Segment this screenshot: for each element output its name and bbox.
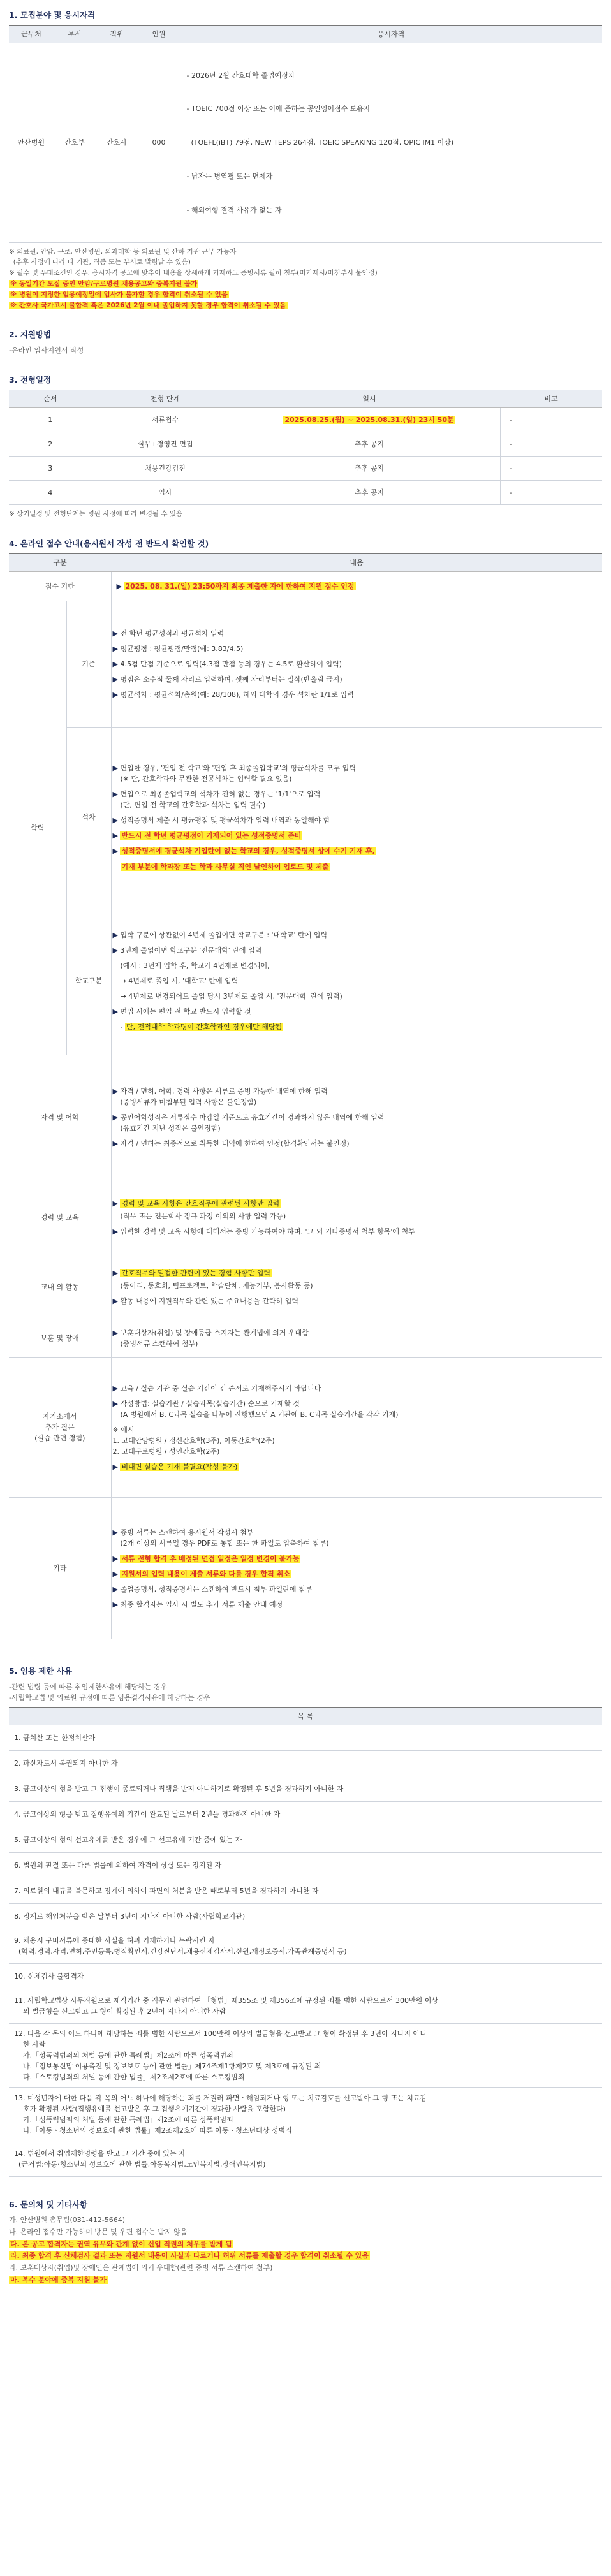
schedule-stage: 실무+경영진 면접 xyxy=(92,432,239,457)
school-item: → 4년제로 변경되어도 졸업 당시 3년제로 졸업 시, '전문대학' 란에 입력) xyxy=(120,992,342,1001)
header-list: 목 록 xyxy=(9,1707,602,1725)
etc-content xyxy=(111,1498,602,1639)
note-line: ※ 의료원, 안암, 구로, 안산병원, 의과대학 등 의료원 및 산하 기관 근무 가능자 xyxy=(9,247,237,256)
schedule-stage: 서류접수 xyxy=(92,408,239,432)
rank-item: ▶ 성적증명서 제출 시 평균평점 및 평균석차가 입력 내역과 동일해야 함 xyxy=(112,816,330,825)
career-label: 경력 및 교육 xyxy=(9,1180,111,1255)
rank-content xyxy=(111,728,602,907)
header-content: 내용 xyxy=(111,554,602,572)
warning-note: ※ 동일기간 모집 중인 안암/구로병원 채용공고와 중복지원 불가 xyxy=(10,279,198,288)
deadline-label: 접수 기한 xyxy=(9,572,111,601)
restriction-item: 5. 금고이상의 형의 선고유예를 받은 경우에 그 선고유예 기간 중에 있는 자 xyxy=(9,1827,602,1852)
school-content xyxy=(111,907,602,1055)
warning-note: ※ 병원이 지정한 임용예정일에 입사가 불가할 경우 합격이 취소될 수 있음 xyxy=(10,290,228,298)
schedule-no: 1 xyxy=(9,408,92,432)
activity-item: (동아리, 동호회, 팀프로젝트, 학술단체, 재능기부, 봉사활동 등) xyxy=(120,1282,313,1291)
rank-item: 기재 부분에 학과장 또는 학과 사무실 직인 날인하여 업로드 및 제출 xyxy=(121,862,329,871)
header-stage: 전형 단계 xyxy=(92,390,239,408)
schedule-stage: 채용건강검진 xyxy=(92,457,239,481)
etc-label: 기타 xyxy=(9,1498,111,1639)
veteran-label: 보훈 및 장애 xyxy=(9,1319,111,1358)
career-content xyxy=(111,1180,602,1255)
etc-item: ▶ 졸업증명서, 성적증명서는 스캔하여 반드시 첨부 파일란에 첨부 xyxy=(112,1584,313,1593)
restriction-item: 1. 금치산 또는 한정치산자 xyxy=(9,1725,602,1750)
section-2-title: 2. 지원방법 xyxy=(9,330,52,340)
restriction-item: 7. 의료원의 내규를 불문하고 징계에 의하여 파면의 처분을 받은 때로부터 5년을 경과하지 아니한 자 xyxy=(9,1878,602,1903)
cell-position: 간호사 xyxy=(96,43,138,242)
essay-item: ▶ 비대면 실습은 기재 불필요(작성 불가) xyxy=(112,1462,238,1471)
standard-item: ▶ 평균석차 : 평균석차/총원(예: 28/108), 해외 대학의 경우 석차란 1/1로 입력 xyxy=(112,691,354,699)
warning-note: ※ 간호사 국가고시 불합격 혹은 2026년 2월 이내 졸업하지 못할 경우 합격이 취소될 수 있음 xyxy=(10,301,286,309)
qual-line: - 해외여행 결격 사유가 없는 자 xyxy=(186,205,282,214)
header-qualifications: 응시자격 xyxy=(180,26,602,43)
section-5-title: 5. 임용 제한 사유 xyxy=(9,1666,72,1676)
restriction-item: 9. 채용시 구비서류에 중대한 사실을 허위 기재하거나 누락시킨 자 (학력,경력,자격,면허,주민등록,병적확인서,건강진단서,채용신체검사서,신원,재정보증서,가족관계증명서 등) xyxy=(9,1929,602,1963)
restriction-item: 6. 법원의 판결 또는 다른 법률에 의하여 자격이 상실 또는 정지된 자 xyxy=(9,1852,602,1878)
career-item: ▶ 입력한 경력 및 교육 사항에 대해서는 증빙 가능하여야 하며, '그 외 기타증명서 첨부 항목'에 첨부 xyxy=(112,1227,415,1236)
deadline-text: 2025. 08. 31.(일) 23:50까지 최종 제출한 자에 한하여 지원 접수 인정 xyxy=(125,582,355,591)
rank-item: ▶ 편입한 경우, '편입 전 학교'와 '편입 후 최종졸업학교'의 평균석차를 모두 입력 (※ 단, 간호학과와 무관한 전공석차는 입력할 필요 없음) xyxy=(112,764,356,784)
restriction-item: 13. 미성년자에 대한 다음 각 목의 어느 하나에 해당하는 죄를 저질러 파면ㆍ해임되거나 형 또는 치료감호를 선고받아 그 형 또는 치료감 호가 확정된 사람(집행유예를 선고받은 후 그 집행유예기간이 경과한 사람을 포함한다) 가.「성폭력범죄의 처벌 등에 관한 특례법」제2조에 따른 성폭력범죄 나.「아동ㆍ청소년의 성보호에 관한 법률」제2조제2호에 따른 아동ㆍ청소년대상 성범죄 xyxy=(9,2087,602,2142)
note-line: ※ 필수 및 우대조건인 경우, 응시자격 공고에 맞추어 내용을 상세하게 기재하고 증빙서류 필히 첨부(미기재시/미첨부시 불인정) xyxy=(9,269,378,277)
schedule-date xyxy=(239,408,500,432)
schedule-note: - xyxy=(500,481,602,505)
schedule-no: 2 xyxy=(9,432,92,457)
deadline-highlight: 2025.08.25.(월) ~ 2025.08.31.(일) 23시 50분 xyxy=(284,416,454,425)
qual-line: (TOEFL(iBT) 79점, NEW TEPS 264점, TOEIC SPEAKING 120점, OPIC IM1 이상) xyxy=(186,138,454,147)
restriction-item: 14. 법원에서 취업제한명령을 받고 그 기간 중에 있는 자 (근거법:아동·청소년의 성보호에 관한 법률,아동복지법,노인복지법,장애인복지법) xyxy=(9,2142,602,2176)
contact-item-warning: 다. 본 공고 합격자는 권역 유무와 관계 없이 신입 직원의 처우를 받게 됨 xyxy=(10,2239,232,2248)
standard-label: 기준 xyxy=(66,601,111,728)
standard-item: ▶ 전 학년 평균성적과 평균석차 입력 xyxy=(112,629,225,638)
essay-content xyxy=(111,1358,602,1498)
restriction-sub: -사립학교법 및 의료원 규정에 따른 임용결격사유에 해당하는 경우 xyxy=(9,1693,210,1702)
header-order: 순서 xyxy=(9,390,92,408)
standard-item: ▶ 평점은 소수점 둘째 자리로 입력하며, 셋째 자리부터는 절삭(반올림 금지) xyxy=(112,675,342,684)
etc-item: ▶ 증빙 서류는 스캔하여 응시원서 작성시 첨부 (2개 이상의 서류일 경우 PDF로 통합 또는 한 파일로 압축하여 첨부) xyxy=(112,1528,329,1548)
deadline-cell: ▶ 2025. 08. 31.(일) 23:50까지 최종 제출한 자에 한하여 지원 접수 인정 xyxy=(111,572,602,601)
qual-line: - 2026년 2월 간호대학 졸업예정자 xyxy=(186,71,295,80)
academic-label: 학력 xyxy=(9,601,66,1055)
veteran-content xyxy=(111,1319,602,1358)
schedule-note: - xyxy=(500,432,602,457)
header-count: 인원 xyxy=(138,26,180,43)
section-3-title: 3. 전형일정 xyxy=(9,374,52,384)
contact-item-warning: 라. 최종 합격 후 신체검사 결과 또는 지원서 내용이 사실과 다르거나 허위 서류를 제출할 경우 합격이 취소될 수 있음 xyxy=(10,2251,369,2260)
contact-item: 라. 보훈대상자(취업)및 장애인은 관계법에 의거 우대함(관련 증빙 서류 스캔하여 첨부) xyxy=(9,2264,273,2272)
etc-item: ▶ 최종 합격자는 입사 시 별도 추가 서류 제출 안내 예정 xyxy=(112,1600,283,1609)
contact-list xyxy=(9,2214,602,2286)
school-item: (예시 : 3년제 입학 후, 학교가 4년제로 변경되어, xyxy=(120,962,270,970)
activity-item: ▶ 활동 내용에 지원직무와 관련 있는 주요내용을 간략히 입력 xyxy=(112,1297,298,1306)
section-1-notes xyxy=(9,247,602,311)
career-item: ▶ 경력 및 교육 사항은 간호직무에 관련된 사항만 입력 xyxy=(112,1199,280,1208)
school-item: - 단, 전적대학 학과명이 간호학과인 경우에만 해당됨 xyxy=(120,1023,283,1032)
cell-qualifications xyxy=(180,43,602,242)
contact-item: 가. 안산병원 총무팀(031-412-5664) xyxy=(9,2216,126,2225)
school-item: ▶ 편입 시에는 편입 전 학교 반드시 입력할 것 xyxy=(112,1007,251,1016)
header-remark: 비고 xyxy=(500,390,602,408)
section-1-title: 1. 모집분야 및 응시자격 xyxy=(9,10,96,20)
schedule-no: 3 xyxy=(9,457,92,481)
cert-content xyxy=(111,1055,602,1180)
essay-item: ▶ 교육 / 실습 기관 중 실습 기간이 긴 순서로 기재해주시기 바랍니다 xyxy=(112,1384,321,1393)
rank-item: ▶ 편입으로 최종졸업학교의 석차가 전혀 없는 경우는 '1/1'으로 입력 (단, 편입 전 학교의 간호학과 석차는 입력 필수) xyxy=(112,790,321,810)
qualification-table xyxy=(9,25,602,242)
cell-dept: 간호부 xyxy=(54,43,96,242)
restriction-table xyxy=(9,1707,602,2177)
cert-item: ▶ 공인어학성적은 서류접수 마감일 기준으로 유효기간이 경과하지 않은 내역에 한해 입력 (유효기간 지난 성적은 불인정함) xyxy=(112,1113,385,1133)
veteran-item: ▶ 보훈대상자(취업) 및 장애등급 소지자는 관계법에 의거 우대함 (증빙서류 스캔하여 첨부) xyxy=(112,1328,309,1348)
header-position: 직위 xyxy=(96,26,138,43)
cert-item: ▶ 자격 / 면허, 어학, 경력 사항은 서류로 증빙 가능한 내역에 한해 입력 (증빙서류가 미첨부된 입력 사항은 불인정함) xyxy=(112,1087,328,1107)
schedule-table xyxy=(9,390,602,505)
essay-example: ※ 예시 1. 고대안암병원 / 정신간호학(3주), 아동간호학(2주) 2. 고대구로병원 / 성인간호학(2주) xyxy=(112,1425,275,1456)
essay-item: ▶ 작성방법: 실습기관 / 실습과목(실습기간) 순으로 기재할 것 (A 병원에서 B, C과목 실습을 나누어 진행했으면 A 기관에 B, C과목 실습기간을 각각 기재) xyxy=(112,1399,399,1419)
restriction-item: 4. 금고이상의 형을 받고 집행유예의 기간이 완료된 날로부터 2년을 경과하지 아니한 자 xyxy=(9,1801,602,1827)
etc-item: ▶ 서류 전형 합격 후 배정된 면접 일정은 일정 변경이 불가능 xyxy=(112,1554,300,1563)
restriction-item: 12. 다음 각 목의 어느 하나에 해당하는 죄를 범한 사람으로서 100만원 이상의 벌금형을 선고받고 그 형이 확정된 후 3년이 지나지 아니 한 사람 가.「성폭력범죄의 처벌 등에 관한 특례법」제2조에 따른 성폭력범죄 나.「정보통신망 이용촉진 및 정보보호 등에 관한 법률」제74조제1항제2호 및 제3호에 규정된 죄 다.「스토킹범죄의 처벌 등에 관한 법률」제2조제2호에 따른 스토킹범죄 xyxy=(9,2023,602,2087)
schedule-note: - xyxy=(500,457,602,481)
school-item: ▶ 3년제 졸업이면 학교구분 '전문대학' 란에 입력 xyxy=(112,946,262,955)
activity-label: 교내 외 활동 xyxy=(9,1255,111,1319)
restriction-item: 10. 신체검사 불합격자 xyxy=(9,1963,602,1989)
activity-item: ▶ 간호직무와 밀접한 관련이 있는 경험 사항만 입력 xyxy=(112,1269,270,1278)
etc-item: ▶ 지원서의 입력 내용이 제출 서류와 다를 경우 합격 취소 xyxy=(112,1569,290,1578)
section-6-title: 6. 문의처 및 기타사항 xyxy=(9,2199,88,2209)
header-workplace: 근무처 xyxy=(9,26,54,43)
school-item: → 4년제로 졸업 시, '대학교' 란에 입력 xyxy=(120,977,239,986)
header-category: 구분 xyxy=(9,554,111,572)
cell-workplace: 안산병원 xyxy=(9,43,54,242)
schedule-note-text: ※ 상기일정 및 전형단계는 병원 사정에 따라 변경될 수 있음 xyxy=(9,510,183,518)
schedule-no: 4 xyxy=(9,481,92,505)
apply-method: -온라인 입사지원서 작성 xyxy=(9,346,84,355)
schedule-date: 추후 공지 xyxy=(239,432,500,457)
header-date: 일시 xyxy=(239,390,500,408)
restriction-item: 8. 징계로 해임처분을 받은 날부터 3년이 지나지 아니한 사람(사립학교기관) xyxy=(9,1903,602,1929)
cert-label: 자격 및 어학 xyxy=(9,1055,111,1180)
schedule-stage: 입사 xyxy=(92,481,239,505)
qual-line: - TOEIC 700점 이상 또는 이에 준하는 공인영어점수 보유자 xyxy=(186,105,371,113)
restriction-item: 3. 금고이상의 형을 받고 그 집행이 종료되거나 집행을 받지 아니하기로 확정된 후 5년을 경과하지 아니한 자 xyxy=(9,1776,602,1801)
note-line: (추후 사정에 따라 타 기관, 직종 또는 부서로 발령날 수 있음) xyxy=(9,258,191,267)
standard-item: ▶ 평균평점 : 평균평점/만점(예: 3.83/4.5) xyxy=(112,645,244,654)
section-4-title: 4. 온라인 접수 안내(응시원서 작성 전 반드시 확인할 것) xyxy=(9,538,209,548)
essay-label: 자기소개서 추가 질문 (실습 관련 경험) xyxy=(9,1358,111,1498)
activity-content xyxy=(111,1255,602,1319)
school-label: 학교구분 xyxy=(66,907,111,1055)
restriction-sub: -관련 법령 등에 따른 취업제한사유에 해당하는 경우 xyxy=(9,1682,168,1691)
schedule-date: 추후 공지 xyxy=(239,481,500,505)
standard-item: ▶ 4.5점 만점 기준으로 입력(4.3점 만점 등의 경우는 4.5로 환산하여 입력) xyxy=(112,660,342,669)
rank-item: ▶ 성적증명서에 평균석차 기입란이 없는 학교의 경우, 성적증명서 상에 수기 기재 후, xyxy=(112,847,375,856)
qual-line: - 남자는 병역필 또는 면제자 xyxy=(186,172,273,180)
header-dept: 부서 xyxy=(54,26,96,43)
online-guide-table xyxy=(9,553,602,1639)
restriction-item: 2. 파산자로서 복권되지 아니한 자 xyxy=(9,1750,602,1776)
school-item: ▶ 입학 구분에 상관없이 4년제 졸업이면 학교구분 : '대학교' 란에 입력 xyxy=(112,931,327,940)
contact-item-warning: 마. 복수 분야에 중복 지원 불가 xyxy=(10,2275,107,2284)
schedule-note: - xyxy=(500,408,602,432)
cert-item: ▶ 자격 / 면허는 최종적으로 취득한 내역에 한하여 인정(합격확인서는 불인정) xyxy=(112,1139,350,1148)
rank-label: 석차 xyxy=(66,728,111,907)
schedule-date: 추후 공지 xyxy=(239,457,500,481)
contact-item: 나. 온라인 접수만 가능하며 방문 및 우편 접수는 받지 않음 xyxy=(9,2227,188,2236)
career-item: (직무 또는 전문학사 정규 과정 이외의 사항 입력 가능) xyxy=(120,1212,286,1221)
rank-item: ▶ 반드시 전 학년 평균평점이 기재되어 있는 성적증명서 준비 xyxy=(112,831,302,840)
restriction-item: 11. 사립학교법상 사무직원으로 재직기간 중 직무와 관련하여 「형법」제355조 및 제356조에 규정된 죄를 범한 사람으로서 300만원 이상 의 벌금형을 선고받고 그 형이 확정된 후 2년이 지나지 아니한 사람 xyxy=(9,1989,602,2023)
standard-content xyxy=(111,601,602,728)
cell-count: 000 xyxy=(138,43,180,242)
